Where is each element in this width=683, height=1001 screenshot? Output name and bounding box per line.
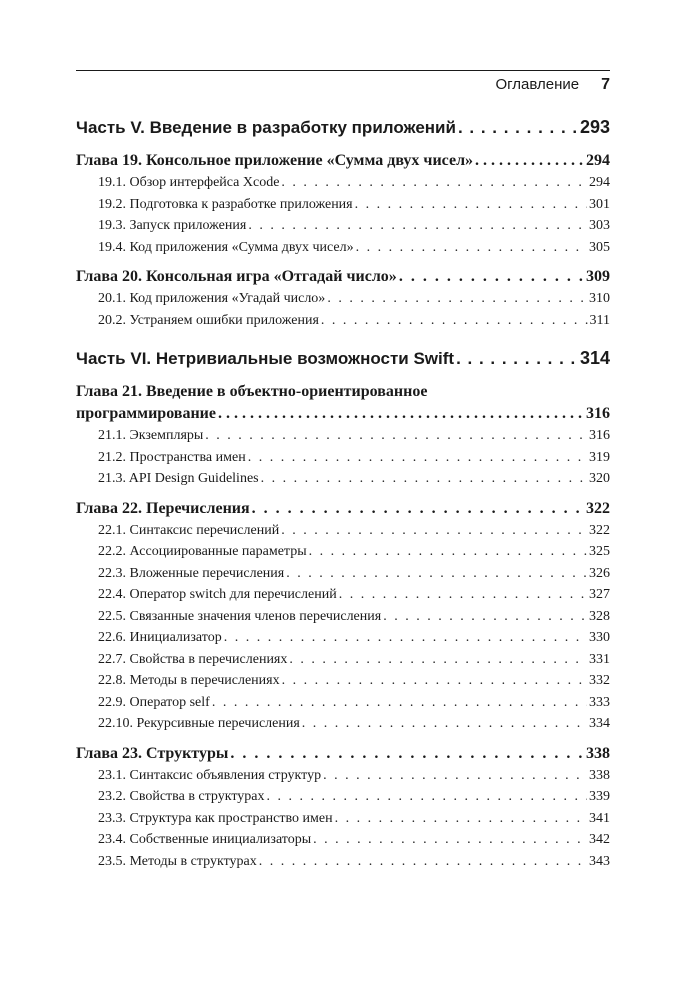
section-page: 327 bbox=[589, 587, 610, 602]
leader-dots bbox=[383, 606, 587, 628]
section-page: 339 bbox=[589, 789, 610, 804]
section-page: 331 bbox=[589, 651, 610, 667]
table-of-contents bbox=[76, 112, 610, 872]
header-rule bbox=[76, 70, 610, 71]
section-title: 23.2. Свойства в структурах bbox=[98, 789, 265, 804]
section-page: 330 bbox=[589, 630, 610, 645]
toc-section-23-2[interactable] bbox=[76, 786, 610, 808]
section-page: 316 bbox=[589, 428, 610, 443]
section-title: 20.1. Код приложения «Угадай число» bbox=[98, 291, 326, 306]
toc-section-19-1[interactable] bbox=[76, 172, 610, 194]
section-title: 23.3. Структура как пространство имен bbox=[98, 810, 333, 826]
section-title: 23.1. Синтаксис объявления структур bbox=[98, 767, 322, 783]
section-page: 322 bbox=[589, 522, 610, 538]
toc-section-21-1[interactable] bbox=[76, 425, 610, 447]
leader-dots bbox=[259, 851, 587, 873]
leader-dots bbox=[313, 829, 587, 851]
section-title: 21.3. API Design Guidelines bbox=[98, 471, 259, 486]
section-page: 334 bbox=[589, 716, 610, 731]
toc-chapter-21-line2[interactable] bbox=[76, 403, 610, 425]
section-title: 22.10. Рекурсивные перечисления bbox=[98, 716, 300, 731]
toc-section-22-3[interactable] bbox=[76, 563, 610, 585]
section-page: 328 bbox=[589, 608, 610, 624]
toc-chapter-20[interactable] bbox=[76, 266, 610, 288]
toc-section-22-2[interactable] bbox=[76, 541, 610, 563]
leader-dots bbox=[327, 288, 587, 310]
toc-chapter-23[interactable] bbox=[76, 743, 610, 765]
section-page: 294 bbox=[589, 175, 610, 190]
section-title: 19.1. Обзор интерфейса Xcode bbox=[98, 175, 280, 190]
leader-dots bbox=[302, 713, 587, 735]
leader-dots bbox=[456, 346, 578, 372]
toc-section-23-5[interactable] bbox=[76, 851, 610, 873]
leader-dots bbox=[458, 115, 578, 141]
leader-dots bbox=[281, 172, 587, 194]
toc-part-6[interactable] bbox=[76, 345, 610, 371]
toc-section-21-3[interactable] bbox=[76, 468, 610, 490]
running-title: Оглавление bbox=[495, 76, 580, 93]
section-page: 305 bbox=[589, 239, 610, 255]
leader-dots bbox=[224, 627, 587, 649]
toc-section-22-5[interactable] bbox=[76, 606, 610, 628]
section-page: 301 bbox=[589, 196, 610, 212]
section-title: 20.2. Устраняем ошибки приложения bbox=[98, 312, 319, 328]
toc-section-22-8[interactable] bbox=[76, 670, 610, 692]
page-number: 7 bbox=[601, 76, 610, 93]
section-title: 23.5. Методы в структурах bbox=[98, 853, 257, 869]
leader-dots bbox=[218, 403, 584, 425]
toc-chapter-19[interactable] bbox=[76, 150, 610, 172]
leader-dots bbox=[281, 520, 587, 542]
toc-section-23-3[interactable] bbox=[76, 808, 610, 830]
section-page: 333 bbox=[589, 694, 610, 710]
section-title: 22.1. Синтаксис перечислений bbox=[98, 522, 280, 538]
part-title: Часть V. Введение в разработку приложений bbox=[76, 118, 456, 137]
leader-dots bbox=[252, 498, 584, 520]
leader-dots bbox=[356, 237, 587, 259]
leader-dots bbox=[321, 310, 588, 332]
chapter-title: Глава 19. Консольное приложение «Сумма двух чисел» bbox=[76, 152, 474, 169]
section-page: 341 bbox=[589, 810, 610, 826]
section-title: 21.2. Пространства имен bbox=[98, 449, 246, 465]
toc-part-5[interactable] bbox=[76, 114, 610, 140]
section-title: 19.2. Подготовка к разработке приложения bbox=[98, 196, 353, 212]
chapter-title: Глава 21. Введение в объектно-ориентированное bbox=[76, 383, 428, 400]
leader-dots bbox=[212, 692, 587, 714]
chapter-title: Глава 23. Структуры bbox=[76, 744, 229, 762]
toc-section-22-7[interactable] bbox=[76, 649, 610, 671]
toc-section-19-4[interactable] bbox=[76, 237, 610, 259]
section-title: 19.3. Запуск приложения bbox=[98, 218, 247, 233]
chapter-title-continued: программирование bbox=[76, 405, 216, 422]
toc-chapter-21-line1[interactable] bbox=[76, 381, 610, 403]
chapter-title: Глава 20. Консольная игра «Отгадай число» bbox=[76, 268, 397, 285]
section-page: 303 bbox=[589, 218, 610, 233]
section-page: 343 bbox=[589, 853, 610, 869]
section-title: 19.4. Код приложения «Сумма двух чисел» bbox=[98, 239, 354, 255]
chapter-page: 338 bbox=[586, 744, 610, 762]
section-page: 320 bbox=[589, 471, 610, 486]
part-page: 314 bbox=[579, 348, 610, 368]
section-title: 22.9. Оператор self bbox=[98, 694, 210, 710]
leader-dots bbox=[399, 266, 584, 288]
leader-dots bbox=[289, 649, 587, 671]
toc-section-19-3[interactable] bbox=[76, 215, 610, 237]
section-page: 310 bbox=[589, 291, 610, 306]
leader-dots bbox=[261, 468, 587, 490]
toc-section-22-10[interactable] bbox=[76, 713, 610, 735]
toc-section-21-2[interactable] bbox=[76, 447, 610, 469]
section-page: 319 bbox=[589, 449, 610, 465]
section-page: 332 bbox=[589, 673, 610, 688]
leader-dots bbox=[267, 786, 587, 808]
section-page: 326 bbox=[589, 565, 610, 581]
chapter-page: 294 bbox=[586, 152, 610, 169]
toc-section-22-1[interactable] bbox=[76, 520, 610, 542]
section-title: 22.8. Методы в перечислениях bbox=[98, 673, 280, 688]
section-title: 23.4. Собственные инициализаторы bbox=[98, 832, 312, 847]
toc-section-20-2[interactable] bbox=[76, 310, 610, 332]
leader-dots bbox=[282, 670, 587, 692]
section-page: 311 bbox=[589, 312, 610, 328]
section-title: 22.7. Свойства в перечислениях bbox=[98, 651, 288, 667]
leader-dots bbox=[355, 194, 587, 216]
part-title: Часть VI. Нетривиальные возможности Swift bbox=[76, 349, 455, 368]
toc-section-23-1[interactable] bbox=[76, 765, 610, 787]
toc-section-22-6[interactable] bbox=[76, 627, 610, 649]
chapter-page: 309 bbox=[586, 268, 610, 285]
section-page: 342 bbox=[589, 832, 610, 847]
part-page: 293 bbox=[579, 117, 610, 137]
toc-section-20-1[interactable] bbox=[76, 288, 610, 310]
leader-dots bbox=[335, 808, 587, 830]
toc-section-22-4[interactable] bbox=[76, 584, 610, 606]
chapter-title: Глава 22. Перечисления bbox=[76, 499, 250, 517]
leader-dots bbox=[323, 765, 587, 787]
running-header bbox=[76, 76, 610, 100]
leader-dots bbox=[230, 743, 584, 765]
leader-dots bbox=[309, 541, 587, 563]
leader-dots bbox=[339, 584, 587, 606]
toc-section-22-9[interactable] bbox=[76, 692, 610, 714]
section-page: 338 bbox=[589, 767, 610, 783]
leader-dots bbox=[248, 215, 587, 237]
leader-dots bbox=[475, 150, 584, 172]
leader-dots bbox=[205, 425, 587, 447]
section-page: 325 bbox=[589, 544, 610, 559]
toc-section-19-2[interactable] bbox=[76, 194, 610, 216]
leader-dots bbox=[286, 563, 587, 585]
section-title: 22.2. Ассоциированные параметры bbox=[98, 544, 307, 559]
section-title: 22.3. Вложенные перечисления bbox=[98, 565, 285, 581]
chapter-page: 316 bbox=[586, 405, 610, 422]
section-title: 22.6. Инициализатор bbox=[98, 630, 222, 645]
section-title: 22.5. Связанные значения членов перечисления bbox=[98, 608, 382, 624]
toc-chapter-22[interactable] bbox=[76, 498, 610, 520]
section-title: 22.4. Оператор switch для перечислений bbox=[98, 587, 337, 602]
leader-dots bbox=[248, 447, 587, 469]
chapter-page: 322 bbox=[586, 499, 610, 517]
toc-section-23-4[interactable] bbox=[76, 829, 610, 851]
section-title: 21.1. Экземпляры bbox=[98, 428, 204, 443]
